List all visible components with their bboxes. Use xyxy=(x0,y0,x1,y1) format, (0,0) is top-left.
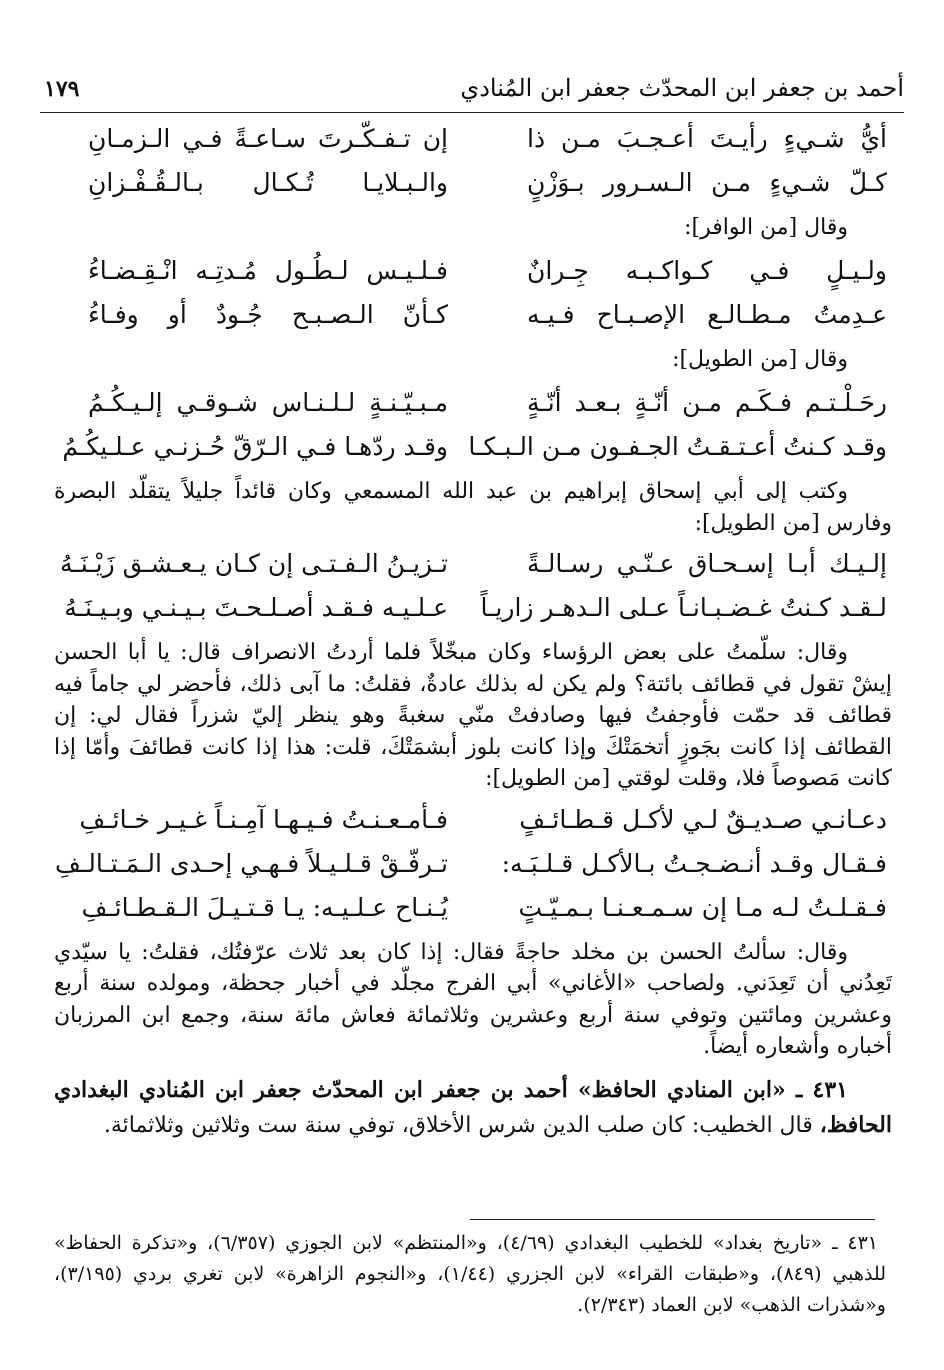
biography-entry xyxy=(54,1073,892,1143)
verse-second-hemistich: والـبـلايـا تُـكـال بـالـقُـفْـزانِ xyxy=(88,168,448,197)
verse-line xyxy=(54,162,892,206)
verse-second-hemistich: إن تـفـكّـرتَ سـاعـةً فـي الـزمـانِ xyxy=(88,124,448,153)
verse-line xyxy=(54,843,892,887)
verse-first-hemistich: عـدِمتُ مـطـالـع الإصـبـاح فـيـه xyxy=(527,300,887,329)
footnote: ٤٣١ ـ «تاريخ بغداد» للخطيب البغدادي (٤/٦٩)، و«المنتظم» لابن الجوزي (٦/٣٥٧)، و«تذكرة الحفاظ» للذهبي (٨٤٩)، و«طبقات القراء» لابن الجزري (١/٤٤)، و«النجوم الزاهرة» لابن تغري بردي (٣/١٩٥)، و«شذرات الذهب» لابن العماد (٢/٣٤٣). xyxy=(54,1232,886,1316)
verse-first-hemistich: فـقـال وقـد أنـضـجـتُ بـالأكـل قـلـبَـه: xyxy=(501,848,887,878)
verse-line xyxy=(54,118,892,162)
entry-heading: ٤٣١ ـ «ابن المنادي الحافظ» أحمد بن جعفر ابن المحدّث جعفر ابن المُنادي البغدادي الحافظ، xyxy=(54,1076,892,1138)
page-header xyxy=(40,62,904,114)
verse-first-hemistich: وقـد كـنتُ أعـتـقـتُ الجـفـون مـن الـبـكـا xyxy=(468,432,887,461)
verse-second-hemistich: تـرفّـقْ قـلـيـلاً فـهـي إحـدى الـمَـتـالـفِ xyxy=(55,848,448,878)
header-divider xyxy=(40,112,904,113)
footnote-divider xyxy=(470,1219,875,1220)
poem-intro: وقال [من الطويل]: xyxy=(672,347,848,372)
verse-line xyxy=(54,250,892,294)
running-title: أحمد بن جعفر ابن المحدّث جعفر ابن المُنادي xyxy=(460,74,904,102)
verse-line xyxy=(54,799,892,843)
verse-second-hemistich: فـلـيـس لـطُـول مُـدتِـه انْـقِـضـاءُ xyxy=(88,256,448,285)
verse-second-hemistich: وقـد ردّهـا فـي الـرّقّ حُـزنـي عـلـيكُـمُ xyxy=(62,432,448,461)
verse-first-hemistich: إلـيـك أبـا إسـحـاق عـنّـي رسـالـةً xyxy=(527,549,887,578)
verse-first-hemistich: لـقـد كـنتُ غـضـبـانـاً عـلى الـدهـر زاريـاً xyxy=(480,593,887,622)
footnotes xyxy=(54,1228,886,1321)
verse-line xyxy=(54,294,892,338)
entry-text: قال الخطيب: كان صلب الدين شرس الأخلاق، توفي سنة ست وثلاثين وثلاثمائة. xyxy=(103,1112,820,1138)
prose-paragraph: وكتب إلى أبي إسحاق إبراهيم بن عبد الله المسمعي وكان قائداً جليلاً يتقلّد البصرة وفارس [من الطويل]: xyxy=(54,479,892,536)
verse-first-hemistich: ولـيـلٍ فـي كـواكـبـه جِـرانٌ xyxy=(527,256,887,285)
main-text xyxy=(54,118,892,1165)
verse-second-hemistich: عـلـيـه فـقـد أصـلـحـتَ بـيـنـي وبـيـنَـهُ xyxy=(64,593,448,622)
verse-second-hemistich: فـأمـعـنـتُ فـيـهـا آمِـنـاً غـيـر خـائـفِ xyxy=(79,804,448,834)
prose-paragraph: وقال: سألتُ الحسن بن مخلد حاجةً فقال: إذا كان بعد ثلاث عرّفتُك، فقلتُ: يا سيّدي تَعِدُني أن تَعِدَني. ولصاحب «الأغاني» أبي الفرج مجلّد في أخبار جحظة، ومولده سنة أربع وعشرين ومائتين وتوفي سنة أربع وعشرين وثلاثمائة فعاش مائة سنة، وجمع ابن المرزبان أخباره وأشعاره أيضاً. xyxy=(54,939,892,1059)
verse-line xyxy=(54,587,892,631)
prose-paragraph: وقال: سلّمتُ على بعض الرؤساء وكان مبخّلاً فلما أردتُ الانصراف قال: يا أبا الحسن إيشْ تقول في قطائف بائتة؟ ولم يكن له بذلك عادةٌ، فقلتُ: ما آبى ذلك، فأحضر لي جاماً فيه قطائف قد حمّت فأوجفتُ فيها وصادفتْ منّي سغبةً وهو ينظر إليّ شزراً فقال لي: إن القطائف إذا كانت بجَوزٍ أتخمَتْكَ وإذا كانت بلوز أبشمَتْكَ، قلت: هذا إذا كانت قطائفَ وأمّا إذا كانت مَصوصاً فلا، وقلت لوقتي [من الطويل]: xyxy=(54,640,892,791)
verse-line xyxy=(54,887,892,931)
verse-first-hemistich: كـلّ شـيءٍ مـن الـسـرور بـوَزْنٍ xyxy=(527,168,887,197)
verse-second-hemistich: كـأنّ الـصـبـح جُـودٌ أو وفـاءُ xyxy=(88,300,448,329)
verse-line xyxy=(54,382,892,426)
verse-first-hemistich: دعـانـي صـديـقٌ لـي لأكـل قـطـائـفٍ xyxy=(519,804,887,834)
verse-first-hemistich: رحَـلْـتـم فـكَـم مـن أنّـةٍ بـعـد أنّـةٍ xyxy=(527,388,887,417)
verse-second-hemistich: مـبـيّـنـةٍ لـلـنـاس شـوقـي إلـيـكُـمُ xyxy=(88,388,448,417)
verse-second-hemistich: تـزيـنُ الـفـتـى إن كـان يـعـشـق زَيْـنَـهُ xyxy=(60,549,448,578)
page-number: ١٧٩ xyxy=(44,76,80,102)
verse-first-hemistich: فـقـلـتُ لـه مـا إن سـمـعـنـا بـمـيّـتٍ xyxy=(518,892,887,922)
verse-first-hemistich: أيُّ شـيءٍ رأيـتَ أعـجـبَ مـن ذا xyxy=(527,124,887,153)
verse-second-hemistich: يُـنـاح عـلـيـه: يـا قـتـيـلَ الـقـطـائـفِ xyxy=(81,892,448,922)
verse-line xyxy=(54,426,892,470)
verse-line xyxy=(54,543,892,587)
poem-intro: وقال [من الوافر]: xyxy=(684,215,848,240)
